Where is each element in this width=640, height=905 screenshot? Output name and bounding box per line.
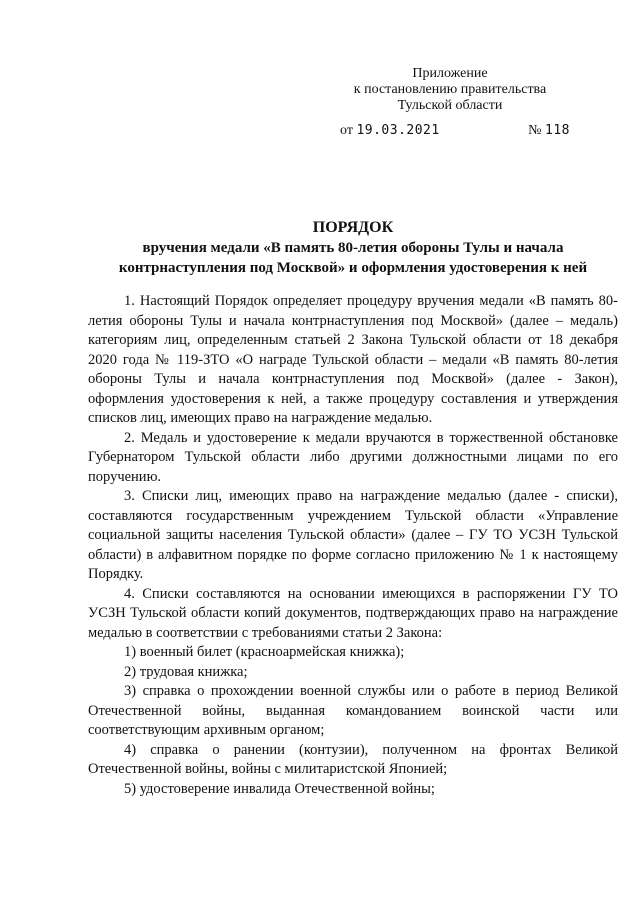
decree-number: 118 [545, 123, 570, 138]
paragraph-2: 2. Медаль и удостоверение к медали вручаются в торжественной обстановке Губернатором Тульской области либо другими должностными лицами по его поручению. [88, 429, 618, 485]
decree-date: 19.03.2021 [356, 123, 440, 138]
appendix-decree: к постановлению правительства [353, 82, 547, 97]
appendix-label: Приложение [412, 66, 488, 81]
number-sign: № [528, 123, 542, 138]
list-item-5: 5) удостоверение инвалида Отечественной войны; [124, 780, 435, 797]
decree-number-block [528, 123, 570, 139]
document-title [88, 218, 618, 278]
date-prefix: от [340, 123, 353, 138]
appendix-region: Тульской области [397, 98, 503, 113]
paragraph-1: 1. Настоящий Порядок определяет процедуру вручения медали «В память 80-летия обороны Тулы и начала контрнаступления под Москвой» (далее – медаль) категориям лиц, определенным статьей 2 Закона Тульской области от 18 декабря 2020 года № 119-ЗТО «О награде Тульской области – медали «В память 80-летия обороны Тулы и начала контрнаступления под Москвой» (далее - Закон), оформления удостоверения к ней, а также процедуру составления и утверждения списков лиц, имеющих право на награждение медалью. [88, 293, 618, 426]
paragraph-3: 3. Списки лиц, имеющих право на награждение медалью (далее - списки), составляются государственным учреждением Тульской области «Управление социальной защиты населения Тульской области» (далее – ГУ ТО УСЗН Тульской области) в алфавитном порядке по форме согласно приложению № 1 к настоящему Порядку. [88, 488, 618, 582]
list-item-1: 1) военный билет (красноармейская книжка); [124, 644, 405, 660]
list-item-4: 4) справка о ранении (контузии), полученном на фронтах Великой Отечественной войны, войны с милитаристской Японией; [88, 741, 618, 777]
decree-date-line [340, 123, 570, 139]
title-line-2: контрнаступления под Москвой» и оформления удостоверения к ней [118, 260, 588, 276]
paragraph-4: 4. Списки составляются на основании имеющихся в распоряжении ГУ ТО УСЗН Тульской области копий документов, подтверждающих право на награждение медалью в соответствии с требованиями статьи 2 Закона: [88, 585, 618, 641]
list-item-3: 3) справка о прохождении военной службы или о работе в период Великой Отечественной войны, выданная командованием воинской части или соответствующим архивным органом; [88, 683, 618, 738]
title-line-1: вручения медали «В память 80-летия обороны Тулы и начала [142, 240, 564, 256]
document-body [88, 292, 618, 799]
title-heading: ПОРЯДОК [312, 219, 394, 236]
list-item-2: 2) трудовая книжка; [124, 663, 248, 680]
appendix-header [330, 66, 570, 114]
